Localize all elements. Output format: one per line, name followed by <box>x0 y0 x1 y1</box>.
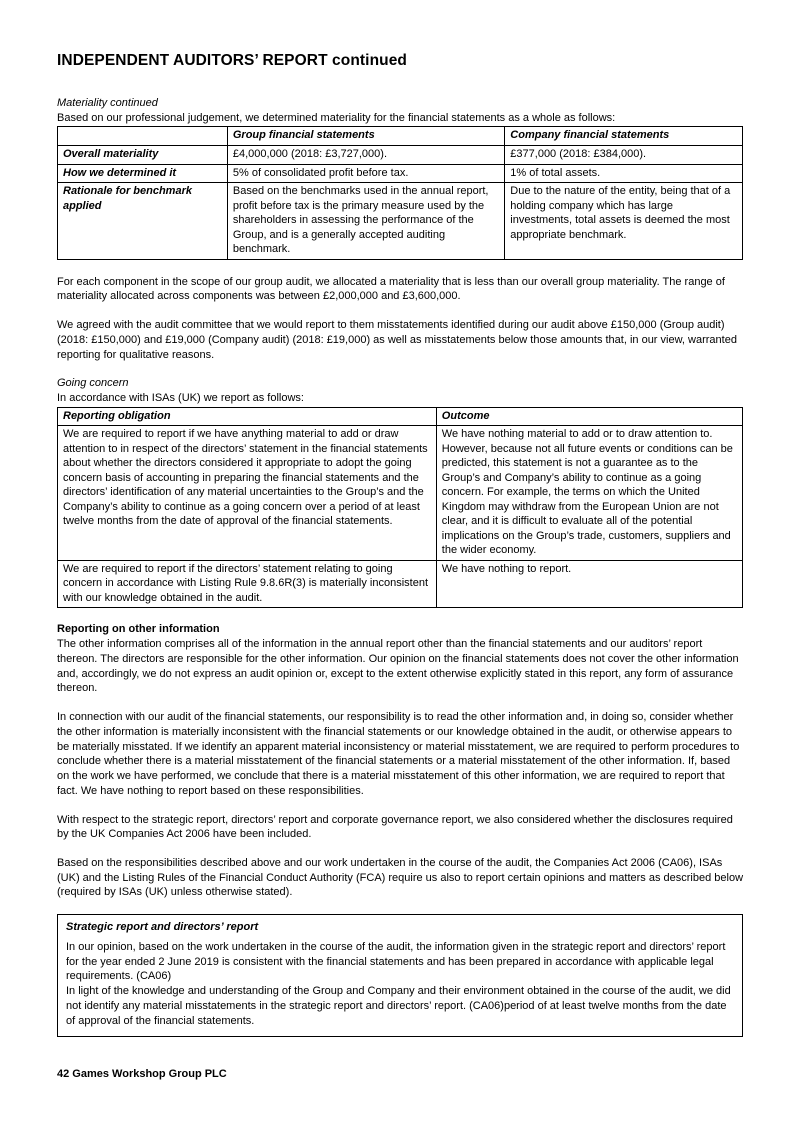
table-row <box>58 145 743 164</box>
strategic-report-paragraph-1: In our opinion, based on the work undertaken in the course of the audit, the information given in the strategic report and directors’ report for the year ended 2 June 2019 is consistent with the financial statements and has been prepared in accordance with applicable legal requirements. (CA06) <box>66 940 726 983</box>
table-row <box>58 560 743 608</box>
other-information-section <box>57 622 743 900</box>
materiality-heading: Materiality continued <box>57 97 158 109</box>
other-information-paragraph-4: Based on the responsibilities described above and our work undertaken in the course of the audit, the Companies Act 2006 (CA06), ISAs (UK) and the Listing Rules of the Financial Conduct Authority (FCA) require us also to report certain opinions and matters as described below (required by ISAs (UK) unless otherwise stated). <box>57 856 744 899</box>
outcome-col-header: Outcome <box>436 407 742 426</box>
components-paragraph: For each component in the scope of our group audit, we allocated a materiality that is less than our overall group materiality. The range of materiality allocated across components was between £2,000,000 and £3,600,000. <box>57 275 725 303</box>
materiality-group-cell: Based on the benchmarks used in the annual report, profit before tax is the primary measure used by the shareholders in assessing the performance of the Group, and is a generally accepted auditing benchmark. <box>227 183 504 260</box>
materiality-company-cell: 1% of total assets. <box>505 164 743 183</box>
going-concern-section <box>57 376 743 608</box>
materiality-col-header-blank <box>58 127 228 146</box>
audit-committee-paragraph: We agreed with the audit committee that we would report to them misstatements identified during our audit above £150,000 (Group audit) (2018: £150,000) and £19,000 (Company audit) (2018: £19,000) as well as misstatements below those amounts that, in our view, warranted reporting for qualitative reasons. <box>57 319 737 361</box>
materiality-table <box>57 126 743 259</box>
reporting-obligation-col-header: Reporting obligation <box>58 407 437 426</box>
materiality-col-header-company: Company financial statements <box>505 127 743 146</box>
other-information-paragraph-3: With respect to the strategic report, directors’ report and corporate governance report, we also considered whether the disclosures required by the UK Companies Act 2006 have been included. <box>57 813 733 841</box>
other-information-paragraph-1: The other information comprises all of the information in the annual report other than the financial statements and our auditors’ report thereon. The directors are responsible for the other information. Our opinion on the financial statements does not cover the other information and, accordingly, we do not express an audit opinion or, except to the extent otherwise explicitly stated in this report, any form of assurance thereon. <box>57 638 739 695</box>
materiality-group-cell: 5% of consolidated profit before tax. <box>227 164 504 183</box>
strategic-report-box <box>57 914 743 1037</box>
materiality-header-row <box>58 127 743 146</box>
going-concern-intro: In accordance with ISAs (UK) we report as follows: <box>57 392 304 404</box>
table-row <box>58 183 743 260</box>
materiality-company-cell: Due to the nature of the entity, being that of a holding company which has large investments, total assets is deemed the most appropriate benchmark. <box>505 183 743 260</box>
table-row <box>58 164 743 183</box>
page-footer: 42 Games Workshop Group PLC <box>57 1068 227 1080</box>
going-concern-heading: Going concern <box>57 377 129 390</box>
materiality-intro: Based on our professional judgement, we determined materiality for the financial statements as a whole as follows: <box>57 111 616 124</box>
materiality-row-label: Overall materiality <box>58 145 228 164</box>
other-information-heading: Reporting on other information <box>57 623 220 636</box>
materiality-row-label: Rationale for benchmark applied <box>58 183 228 260</box>
reporting-obligation-cell: We are required to report if the directors’ statement relating to going concern in accordance with Listing Rule 9.8.6R(3) is materially inconsistent with our knowledge obtained in the audit. <box>58 560 437 608</box>
outcome-cell: We have nothing to report. <box>436 560 742 608</box>
going-concern-table <box>57 407 743 609</box>
materiality-group-cell: £4,000,000 (2018: £3,727,000). <box>227 145 504 164</box>
strategic-report-heading: Strategic report and directors’ report <box>66 921 259 934</box>
materiality-row-label: How we determined it <box>58 164 228 183</box>
going-concern-header-row <box>58 407 743 426</box>
materiality-company-cell: £377,000 (2018: £384,000). <box>505 145 743 164</box>
materiality-section <box>57 96 743 362</box>
outcome-cell: We have nothing material to add or to draw attention to. However, because not all future events or conditions can be predicted, this statement is not a guarantee as to the Group’s and Company’s ability to continue as a going concern. For example, the terms on which the United Kingdom may withdraw from the European Union are not clear, and it is difficult to evaluate all of the potential implications on the Group’s trade, customers, suppliers and the wider economy. <box>436 426 742 561</box>
table-row <box>58 426 743 561</box>
materiality-col-header-group: Group financial statements <box>227 127 504 146</box>
page-title: INDEPENDENT AUDITORS’ REPORT continued <box>57 52 407 69</box>
reporting-obligation-cell: We are required to report if we have anything material to add or draw attention to in respect of the directors’ statement in the financial statements about whether the directors considered it appropriate to adopt the going concern basis of accounting in preparing the financial statements and the directors’ identification of any material uncertainties to the Group’s and the Company’s ability to continue as a going concern over a period of at least twelve months from the date of approval of the financial statements. <box>58 426 437 561</box>
strategic-report-paragraph-2: In light of the knowledge and understanding of the Group and Company and their environment obtained in the course of the audit, we did not identify any material misstatements in the strategic report and directors’ report. (CA06)period of at least twelve months from the date of approval of the financial statements. <box>66 985 731 1027</box>
other-information-paragraph-2: In connection with our audit of the financial statements, our responsibility is to read the other information and, in doing so, consider whether the other information is materially inconsistent with the financial statements or our knowledge obtained in the audit, or otherwise appears to be materially misstated. If we identify an apparent material inconsistency or material misstatement, we are required to perform procedures to conclude whether there is a material misstatement of the financial statements or a material misstatement of the other information. If, based on the work we have performed, we conclude that there is a material misstatement of this other information, we are required to report that fact. We have nothing to report based on these responsibilities. <box>57 711 740 797</box>
